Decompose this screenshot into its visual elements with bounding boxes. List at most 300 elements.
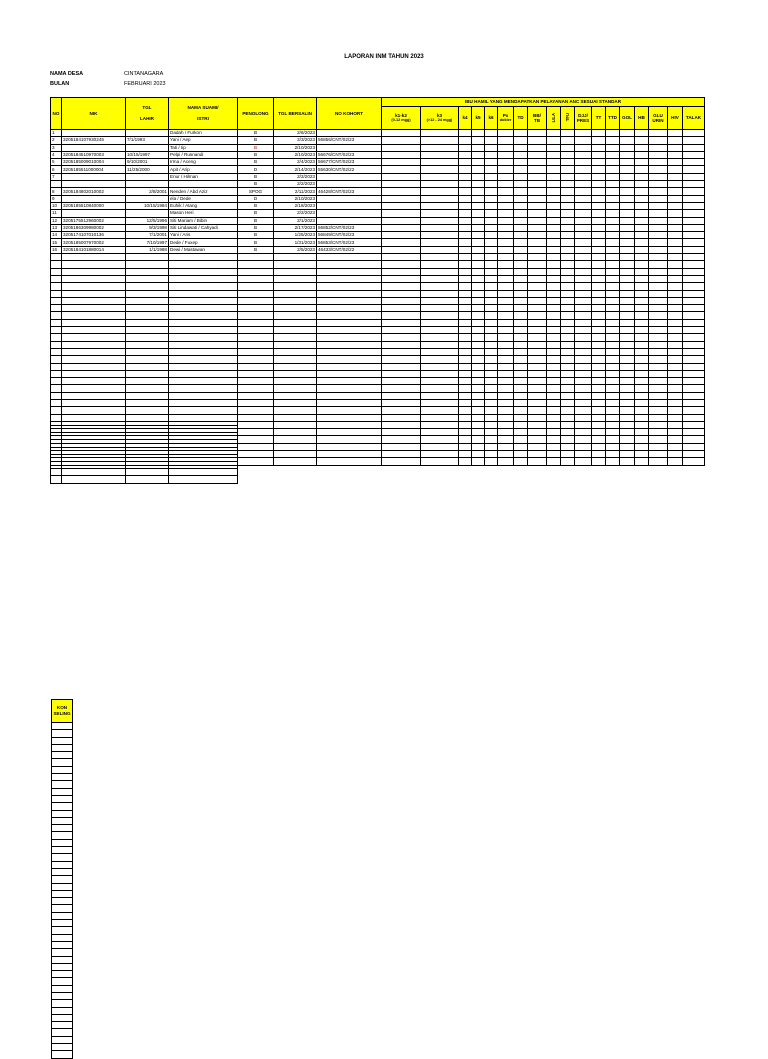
cell-anc xyxy=(459,312,472,319)
header-tfu xyxy=(561,107,575,130)
cell-nik xyxy=(62,173,126,180)
cell-nik xyxy=(62,341,126,348)
cell-anc xyxy=(649,392,668,399)
cell-anc xyxy=(635,327,649,334)
cell-nik xyxy=(62,254,126,261)
cell-anc xyxy=(472,210,485,217)
cell-konseling xyxy=(52,963,73,970)
cell-penolong: B xyxy=(238,159,274,166)
cell-anc xyxy=(575,137,592,144)
cell-kohort xyxy=(317,268,382,275)
cell-anc xyxy=(668,246,683,253)
table-row xyxy=(51,392,705,399)
cell-anc xyxy=(620,399,635,406)
cell-anc xyxy=(592,268,606,275)
cell-penolong: B xyxy=(238,246,274,253)
cell-nik: 3205185510840000 xyxy=(62,202,126,209)
table-row xyxy=(52,941,73,948)
cell-tgl xyxy=(126,305,169,312)
cell-anc xyxy=(561,254,575,261)
cell-tgl xyxy=(126,385,169,392)
cell-bersalin: 2/2/2023 xyxy=(274,181,317,188)
cell-anc xyxy=(547,151,561,158)
cell-anc xyxy=(649,275,668,282)
cell-penolong xyxy=(238,275,274,282)
cell-anc xyxy=(592,385,606,392)
cell-anc xyxy=(575,297,592,304)
cell-anc xyxy=(592,363,606,370)
cell-anc xyxy=(472,407,485,414)
cell-anc xyxy=(421,166,459,173)
cell-anc xyxy=(561,232,575,239)
header-djj xyxy=(575,107,592,130)
cell-anc xyxy=(561,414,575,421)
cell-anc xyxy=(528,348,547,355)
cell-anc xyxy=(485,421,498,428)
cell-anc xyxy=(528,232,547,239)
cell-anc xyxy=(528,399,547,406)
cell-anc xyxy=(485,151,498,158)
cell-anc xyxy=(683,436,705,443)
header-td: TD xyxy=(514,107,528,130)
cell-nik xyxy=(62,261,126,268)
cell-penolong: B xyxy=(238,137,274,144)
cell-anc xyxy=(459,392,472,399)
cell-anc xyxy=(575,159,592,166)
cell-anc xyxy=(592,159,606,166)
cell-kohort xyxy=(317,275,382,282)
cell-anc xyxy=(498,458,514,465)
cell-konseling xyxy=(52,744,73,751)
cell-anc xyxy=(683,268,705,275)
cell-nama: Mason Heri xyxy=(169,210,238,217)
cell-nik xyxy=(62,283,126,290)
cell-nik xyxy=(62,268,126,275)
cell-anc xyxy=(592,275,606,282)
cell-anc xyxy=(382,290,421,297)
cell-anc xyxy=(561,334,575,341)
cell-anc xyxy=(472,421,485,428)
cell-empty xyxy=(62,476,126,483)
cell-anc xyxy=(472,151,485,158)
cell-nama: Tati / Iip xyxy=(169,144,238,151)
cell-anc xyxy=(683,341,705,348)
cell-anc xyxy=(382,159,421,166)
cell-penolong xyxy=(238,348,274,355)
cell-no: 16 xyxy=(51,246,62,253)
cell-anc xyxy=(485,443,498,450)
cell-kohort xyxy=(317,392,382,399)
cell-bersalin: 2/3/2023 xyxy=(274,137,317,144)
cell-empty xyxy=(51,426,62,433)
table-row xyxy=(52,854,73,861)
cell-anc xyxy=(528,144,547,151)
cell-anc xyxy=(561,297,575,304)
cell-anc xyxy=(498,312,514,319)
table-row xyxy=(51,224,705,231)
cell-penolong: B xyxy=(238,173,274,180)
cell-anc xyxy=(459,443,472,450)
cell-anc xyxy=(561,385,575,392)
table-row xyxy=(51,334,705,341)
table-row xyxy=(51,385,705,392)
cell-konseling xyxy=(52,905,73,912)
header-tgl-bersalin: TGL BERSALIN xyxy=(274,98,317,130)
header-glu xyxy=(649,107,668,130)
cell-anc xyxy=(649,159,668,166)
cell-anc xyxy=(606,319,620,326)
cell-no xyxy=(51,399,62,406)
cell-anc xyxy=(620,334,635,341)
cell-anc xyxy=(561,458,575,465)
cell-anc xyxy=(472,217,485,224)
cell-penolong: B xyxy=(238,210,274,217)
cell-anc xyxy=(547,144,561,151)
cell-anc xyxy=(592,232,606,239)
cell-anc xyxy=(547,217,561,224)
cell-anc xyxy=(472,202,485,209)
cell-anc xyxy=(472,188,485,195)
cell-anc xyxy=(498,341,514,348)
cell-anc xyxy=(635,144,649,151)
cell-anc xyxy=(575,173,592,180)
cell-anc xyxy=(683,327,705,334)
cell-anc xyxy=(528,137,547,144)
cell-anc xyxy=(472,173,485,180)
cell-anc xyxy=(649,195,668,202)
cell-anc xyxy=(459,363,472,370)
cell-anc xyxy=(620,261,635,268)
cell-anc xyxy=(620,254,635,261)
cell-anc xyxy=(575,370,592,377)
cell-kohort xyxy=(317,130,382,137)
cell-anc xyxy=(485,348,498,355)
cell-anc xyxy=(561,407,575,414)
cell-anc xyxy=(575,246,592,253)
header-bbtb xyxy=(528,107,547,130)
cell-anc xyxy=(382,429,421,436)
cell-anc xyxy=(561,443,575,450)
cell-no xyxy=(51,348,62,355)
cell-anc xyxy=(421,363,459,370)
cell-kohort: 56676/CNT/02/23 xyxy=(317,151,382,158)
cell-anc xyxy=(592,283,606,290)
cell-anc xyxy=(459,421,472,428)
cell-anc xyxy=(606,370,620,377)
cell-anc xyxy=(472,283,485,290)
cell-anc xyxy=(683,378,705,385)
cell-tgl xyxy=(126,378,169,385)
cell-anc xyxy=(382,144,421,151)
cell-nama xyxy=(169,334,238,341)
cell-nama xyxy=(169,290,238,297)
cell-anc xyxy=(528,195,547,202)
cell-anc xyxy=(592,151,606,158)
cell-anc xyxy=(683,334,705,341)
cell-tgl xyxy=(126,341,169,348)
cell-anc xyxy=(485,261,498,268)
cell-bersalin xyxy=(274,312,317,319)
desa-row xyxy=(50,71,163,77)
cell-anc xyxy=(382,436,421,443)
cell-anc xyxy=(606,399,620,406)
cell-anc xyxy=(421,232,459,239)
cell-anc xyxy=(683,239,705,246)
cell-anc xyxy=(606,443,620,450)
table-row xyxy=(52,847,73,854)
cell-anc xyxy=(472,130,485,137)
table-row xyxy=(52,868,73,875)
header-px-label: Px xyxy=(502,112,509,118)
cell-anc xyxy=(668,334,683,341)
cell-anc xyxy=(620,414,635,421)
cell-anc xyxy=(547,159,561,166)
cell-anc xyxy=(635,224,649,231)
cell-anc xyxy=(498,429,514,436)
cell-nama: Apit / Arip xyxy=(169,166,238,173)
cell-konseling xyxy=(52,752,73,759)
cell-anc xyxy=(620,217,635,224)
cell-anc xyxy=(606,151,620,158)
cell-anc xyxy=(635,348,649,355)
cell-konseling xyxy=(52,927,73,934)
cell-kohort xyxy=(317,429,382,436)
cell-konseling xyxy=(52,985,73,992)
cell-anc xyxy=(668,173,683,180)
table-row xyxy=(52,971,73,978)
cell-bersalin: 2/17/2023 xyxy=(274,224,317,231)
header-djj-2: PRES xyxy=(576,118,590,123)
cell-anc xyxy=(472,458,485,465)
cell-anc xyxy=(668,261,683,268)
cell-anc xyxy=(649,327,668,334)
cell-anc xyxy=(547,261,561,268)
cell-anc xyxy=(547,356,561,363)
header-nama xyxy=(169,98,238,130)
cell-kohort: 55630/CNT/02/22 xyxy=(317,166,382,173)
cell-anc xyxy=(472,159,485,166)
cell-anc xyxy=(635,458,649,465)
cell-anc xyxy=(528,421,547,428)
cell-anc xyxy=(421,246,459,253)
cell-anc xyxy=(575,261,592,268)
cell-anc xyxy=(514,188,528,195)
cell-anc xyxy=(620,458,635,465)
cell-anc xyxy=(606,246,620,253)
table-row xyxy=(51,232,705,239)
cell-anc xyxy=(421,268,459,275)
cell-anc xyxy=(421,443,459,450)
cell-anc xyxy=(635,356,649,363)
cell-anc xyxy=(575,195,592,202)
cell-anc xyxy=(592,173,606,180)
cell-anc xyxy=(382,195,421,202)
cell-anc xyxy=(547,436,561,443)
cell-anc xyxy=(668,297,683,304)
cell-tgl xyxy=(126,348,169,355)
cell-anc xyxy=(606,195,620,202)
cell-anc xyxy=(547,385,561,392)
cell-nik xyxy=(62,319,126,326)
cell-anc xyxy=(472,334,485,341)
cell-anc xyxy=(620,181,635,188)
table-row xyxy=(52,759,73,766)
cell-anc xyxy=(683,137,705,144)
cell-anc xyxy=(668,283,683,290)
cell-anc xyxy=(668,290,683,297)
cell-anc xyxy=(649,254,668,261)
cell-nama xyxy=(169,414,238,421)
cell-anc xyxy=(498,348,514,355)
cell-anc xyxy=(459,305,472,312)
cell-anc xyxy=(592,130,606,137)
cell-anc xyxy=(649,166,668,173)
cell-nama xyxy=(169,385,238,392)
cell-anc xyxy=(561,363,575,370)
cell-anc xyxy=(547,392,561,399)
cell-penolong xyxy=(238,451,274,458)
cell-anc xyxy=(528,319,547,326)
cell-anc xyxy=(635,407,649,414)
cell-anc xyxy=(635,210,649,217)
cell-empty xyxy=(126,454,169,461)
cell-nama xyxy=(169,305,238,312)
cell-anc xyxy=(459,385,472,392)
cell-anc xyxy=(575,290,592,297)
cell-anc xyxy=(683,297,705,304)
cell-nama: Yani / Aris xyxy=(169,232,238,239)
cell-anc xyxy=(683,443,705,450)
cell-anc xyxy=(382,268,421,275)
cell-anc xyxy=(635,399,649,406)
cell-anc xyxy=(668,363,683,370)
cell-konseling xyxy=(52,825,73,832)
cell-no: 15 xyxy=(51,239,62,246)
cell-anc xyxy=(528,378,547,385)
cell-empty xyxy=(169,433,238,440)
cell-anc xyxy=(606,224,620,231)
cell-anc xyxy=(498,181,514,188)
table-row xyxy=(52,898,73,905)
cell-empty xyxy=(126,447,169,454)
cell-anc xyxy=(472,181,485,188)
cell-empty xyxy=(51,454,62,461)
cell-anc xyxy=(382,239,421,246)
table-row xyxy=(52,963,73,970)
cell-anc xyxy=(498,414,514,421)
cell-anc xyxy=(592,246,606,253)
cell-anc xyxy=(592,356,606,363)
cell-anc xyxy=(606,407,620,414)
table-row xyxy=(52,1036,73,1043)
cell-anc xyxy=(606,429,620,436)
cell-anc xyxy=(459,181,472,188)
report-table xyxy=(50,97,705,466)
cell-anc xyxy=(561,451,575,458)
table-row xyxy=(52,905,73,912)
cell-anc xyxy=(547,297,561,304)
cell-anc xyxy=(498,319,514,326)
table-row xyxy=(52,1044,73,1051)
cell-anc xyxy=(561,210,575,217)
cell-anc xyxy=(472,137,485,144)
cell-anc xyxy=(683,319,705,326)
cell-tgl: 2/8/2001 xyxy=(126,188,169,195)
cell-anc xyxy=(592,290,606,297)
cell-anc xyxy=(668,421,683,428)
cell-bersalin xyxy=(274,334,317,341)
cell-penolong: B xyxy=(238,202,274,209)
cell-anc xyxy=(459,159,472,166)
cell-anc xyxy=(683,385,705,392)
cell-anc xyxy=(485,268,498,275)
cell-anc xyxy=(421,195,459,202)
cell-anc xyxy=(635,217,649,224)
cell-bersalin xyxy=(274,370,317,377)
cell-anc xyxy=(382,217,421,224)
cell-anc xyxy=(485,254,498,261)
cell-anc xyxy=(485,436,498,443)
cell-anc xyxy=(561,341,575,348)
cell-nik xyxy=(62,144,126,151)
cell-kohort xyxy=(317,451,382,458)
cell-anc xyxy=(498,261,514,268)
cell-anc xyxy=(635,232,649,239)
cell-anc xyxy=(459,137,472,144)
cell-anc xyxy=(668,458,683,465)
cell-anc xyxy=(459,451,472,458)
cell-anc xyxy=(382,173,421,180)
cell-anc xyxy=(498,130,514,137)
cell-tgl xyxy=(126,334,169,341)
cell-nama xyxy=(169,363,238,370)
cell-anc xyxy=(635,261,649,268)
cell-anc xyxy=(528,429,547,436)
cell-anc xyxy=(668,210,683,217)
cell-bersalin xyxy=(274,341,317,348)
cell-anc xyxy=(575,181,592,188)
cell-penolong xyxy=(238,407,274,414)
cell-anc xyxy=(528,275,547,282)
cell-anc xyxy=(382,421,421,428)
cell-anc xyxy=(514,202,528,209)
cell-anc xyxy=(561,130,575,137)
cell-anc xyxy=(459,246,472,253)
cell-anc xyxy=(472,436,485,443)
cell-anc xyxy=(382,261,421,268)
cell-nama: Nenden / Abd Aziz xyxy=(169,188,238,195)
cell-anc xyxy=(606,348,620,355)
cell-anc xyxy=(459,261,472,268)
cell-anc xyxy=(514,348,528,355)
cell-anc xyxy=(459,341,472,348)
cell-anc xyxy=(472,239,485,246)
cell-anc xyxy=(547,130,561,137)
cell-kohort xyxy=(317,407,382,414)
header-konseling xyxy=(52,700,73,723)
cell-konseling xyxy=(52,992,73,999)
cell-anc xyxy=(606,458,620,465)
cell-anc xyxy=(683,144,705,151)
cell-anc xyxy=(421,458,459,465)
table-row xyxy=(52,737,73,744)
table-row xyxy=(51,173,705,180)
cell-anc xyxy=(668,305,683,312)
cell-anc xyxy=(668,451,683,458)
cell-anc xyxy=(620,159,635,166)
cell-anc xyxy=(528,407,547,414)
cell-anc xyxy=(575,305,592,312)
